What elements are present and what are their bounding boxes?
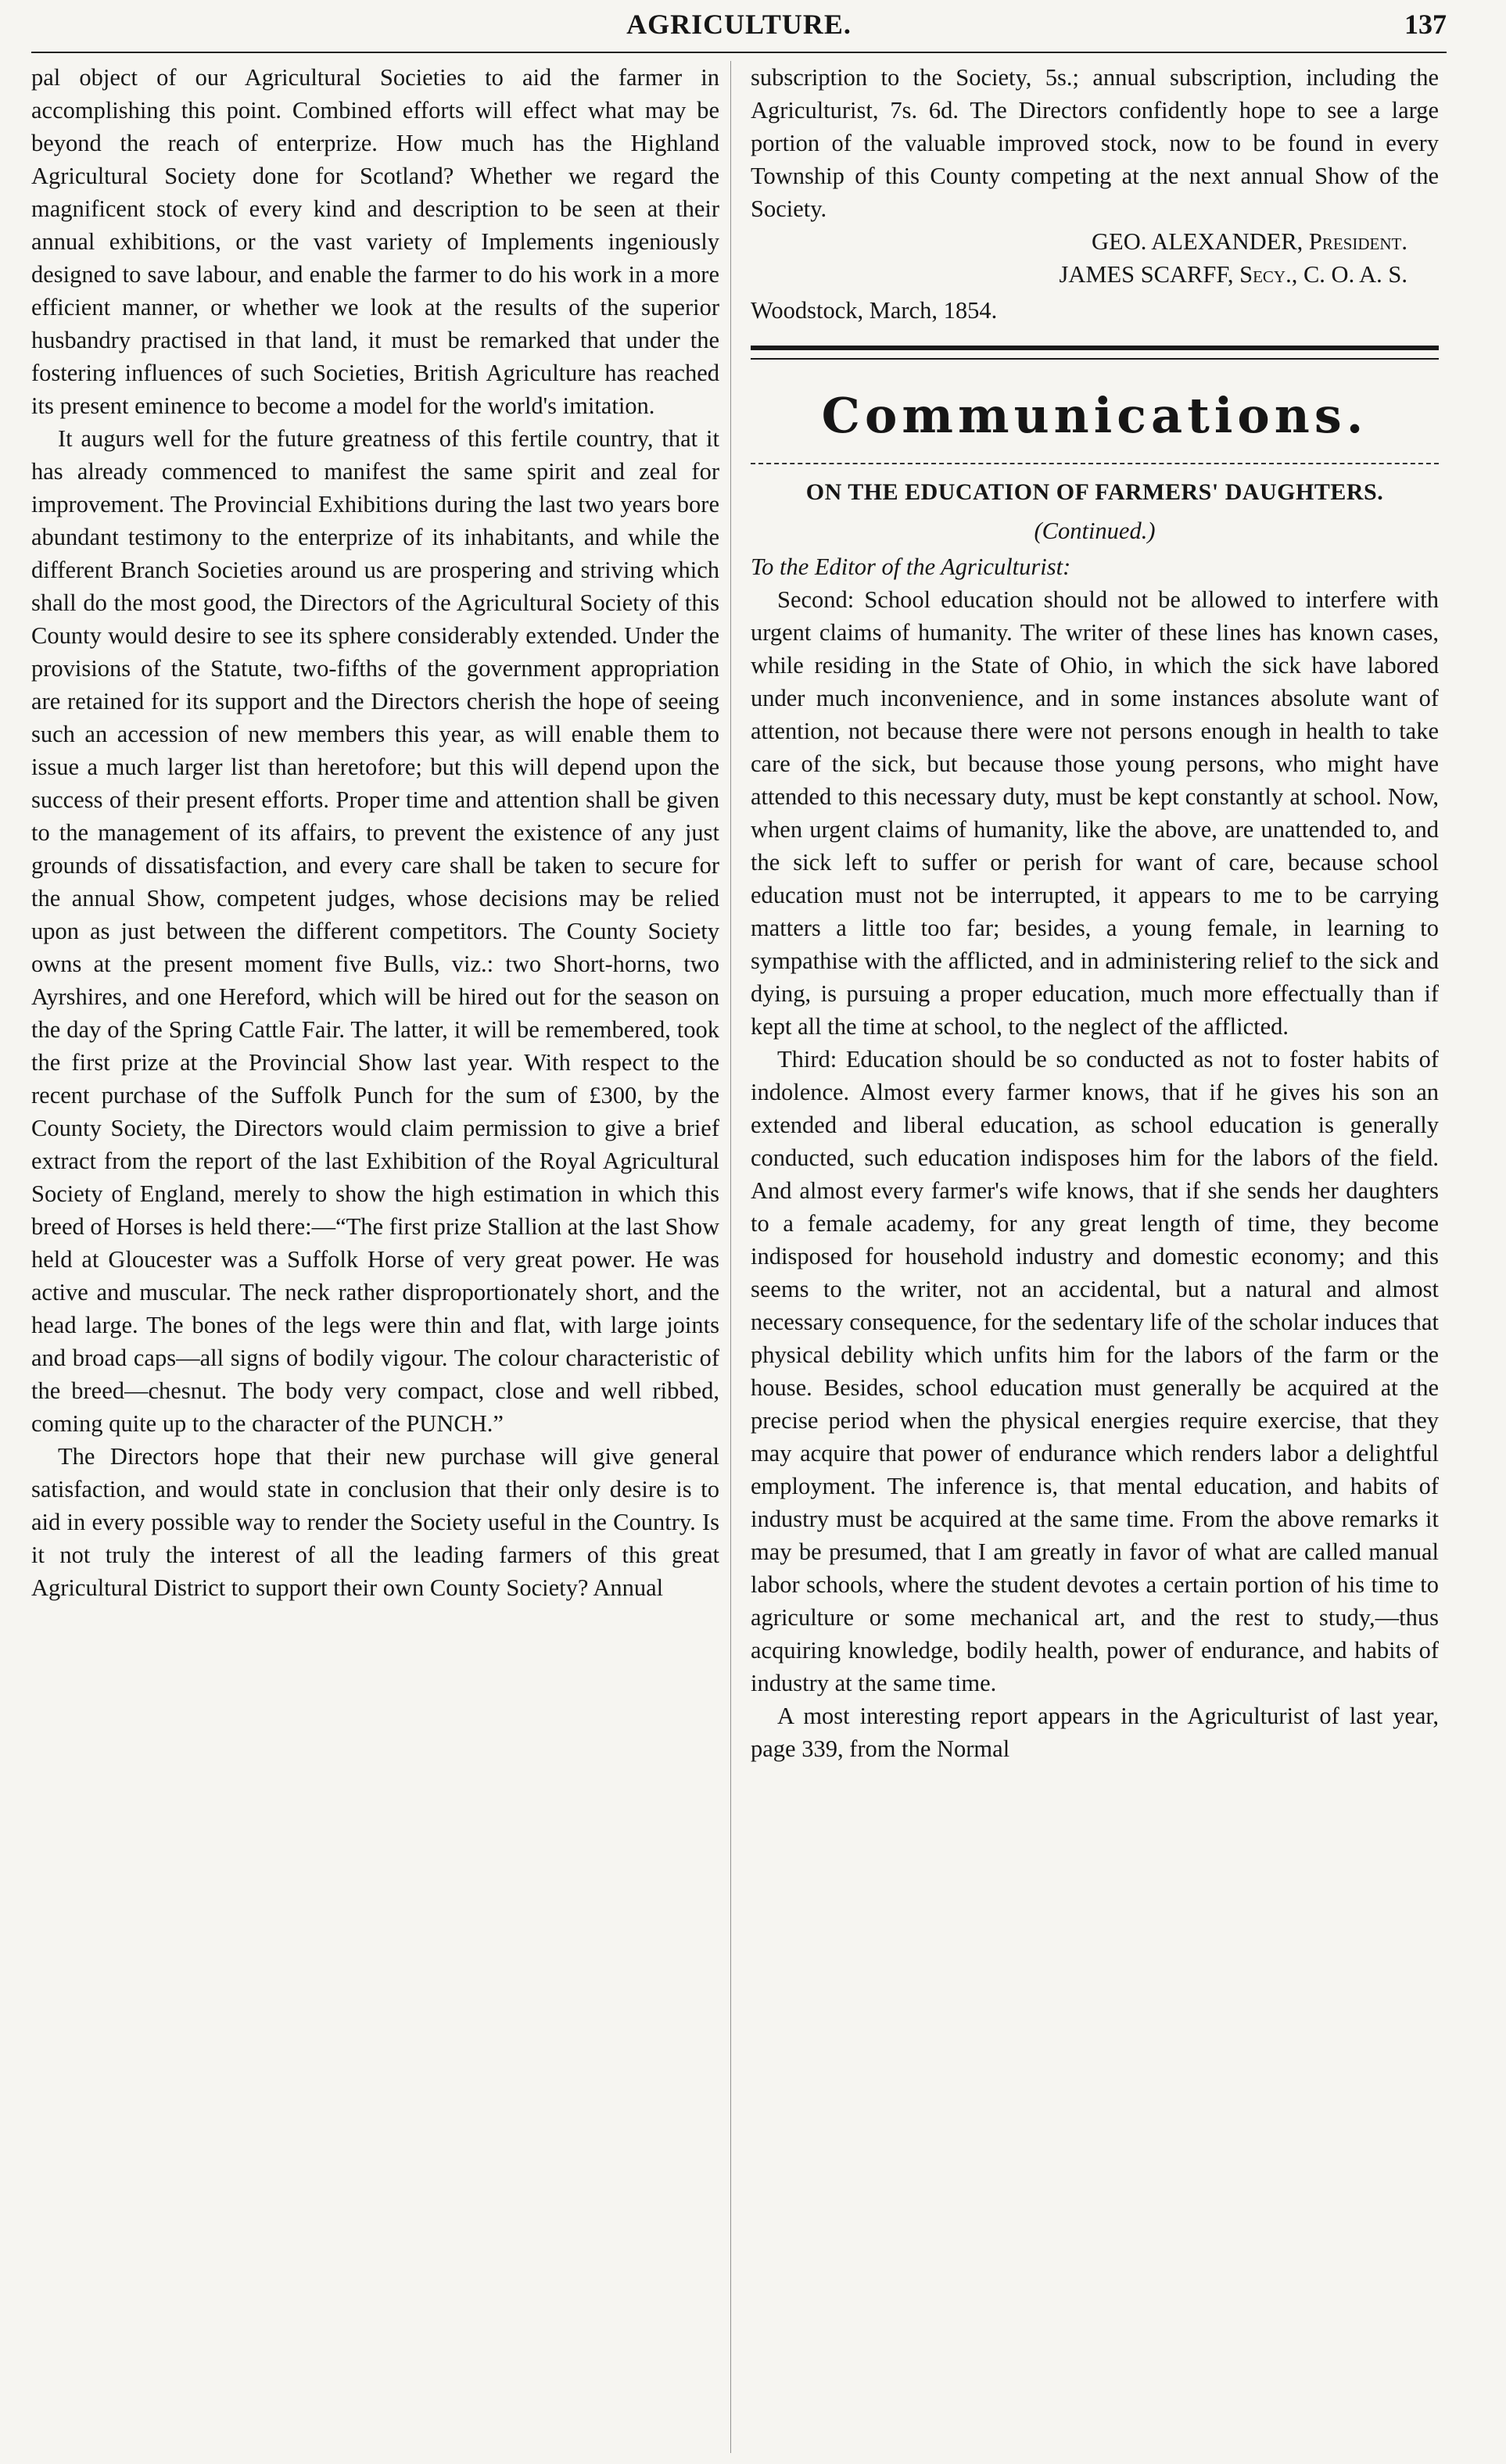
- right-paragraph-3: A most interesting report appears in the Agriculturist of last year, page 339, from the Normal: [751, 1703, 1439, 1762]
- left-column: [31, 61, 719, 2453]
- right-paragraph-2: Third: Education should be so conducted as not to foster habits of indolence. Almost every farmer knows, that if he gives his son an extended and liberal education, as school education is generally conducted, such education indisposes him for the labors of the field. And almost every farmer's wife knows, that if she sends her daughters to a female academy, for any great length of time, they become indisposed for household industry and domestic economy; and this seems to the writer, not an accidental, but a natural and almost necessary consequence, for the sedentary life of the scholar induces that physical debility which unfits him for the labors of the farm or the house. Besides, school education must generally be acquired at the precise period when the physical energies require exercise, that they may acquire that power of endurance which renders labor a delightful employment. The inference is, that mental education, and habits of industry must be acquired at the same time. From the above remarks it may be presumed, that I am greatly in favor of what are called manual labor schools, where the student devotes a certain portion of his time to agriculture or some mechanical art, and the rest to study,—thus acquiring knowledge, bodily health, power of endurance, and habits of industry at the same time.: [751, 1046, 1439, 1696]
- section-rule-dashed: [751, 463, 1439, 464]
- left-paragraph-3: The Directors hope that their new purchase will give general satisfaction, and would state in conclusion that their only desire is to aid in every possible way to render the Society useful in the Country. Is it not truly the interest of all the leading farmers of this great Agricultural District to support their own County Society? Annual: [31, 1443, 719, 1601]
- salutation: To the Editor of the Agriculturist:: [751, 553, 1071, 580]
- article-title: ON THE EDUCATION OF FARMERS' DAUGHTERS.: [805, 479, 1384, 505]
- column-divider: [730, 61, 731, 2453]
- header-rule: [31, 52, 1447, 53]
- running-head: AGRICULTURE.: [626, 9, 852, 40]
- left-paragraph-2: It augurs well for the future greatness of this fertile country, that it has already commenced to manifest the same spirit and zeal for improvement. The Provincial Exhibitions during the last two years bore abundant testimony to the enterprize of its inhabitants, and while the different Branch Societies around us are prospering and striving which shall do the most good, the Directors of the Agricultural Society of this County would desire to see its sphere considerably extended. Under the provisions of the Statute, two-fifths of the government appropriation are retained for its support and the Directors cherish the hope of seeing such an accession of new members this year, as will enable them to issue a much larger list than heretofore; but this will depend upon the success of their present efforts. Proper time and attention shall be given to the management of its affairs, to prevent the existence of any just grounds of dissatisfaction, and every care shall be taken to secure for the annual Show, competent judges, whose decisions may be relied upon as just between the different competitors. The County Society owns at the present moment five Bulls, viz.: two Short-horns, two Ayrshires, and one Hereford, which will be hired out for the season on the day of the Spring Cattle Fair. The latter, it will be remembered, took the first prize at the Provincial Show last year. With respect to the recent purchase of the Suffolk Punch for the sum of £300, by the County Society, the Directors would claim permission to give a brief extract from the report of the last Exhibition of the Royal Agricultural Society of England, merely to show the high estimation in which this breed of Horses is held there:—“The first prize Stallion at the last Show held at Gloucester was a Suffolk Horse of very great power. He was active and muscular. The neck rather disproportionately short, and the head large. The bones of the legs were thin and flat, with large joints and broad caps—all signs of bodily vigour. The colour characteristic of the breed—chesnut. The body very compact, close and well ribbed, coming quite up to the character of the PUNCH.”: [31, 425, 719, 1437]
- section-rule-thick: [751, 346, 1439, 350]
- continuation-paragraph: subscription to the Society, 5s.; annual subscription, including the Agriculturist, 7s. 6d. The Directors confidently hope to see a large portion of the valuable improved stock, now to be found in every Township of this County competing at the next annual Show of the Society.: [751, 64, 1439, 222]
- right-column: [751, 61, 1439, 2453]
- left-paragraph-1: pal object of our Agricultural Societies to aid the farmer in accomplishing this point. Combined efforts will effect what may be beyond the reach of enterprize. How much has the Highland Agricultural Society done for Scotland? Whether we regard the magnificent stock of every kind and description to be seen at their annual exhibitions, or the vast variety of Implements ingeniously designed to save labour, and enable the farmer to do his work in a more efficient manner, or whether we look at the results of the superior husbandry practised in that land, it must be remarked that under the fostering influences of such Societies, British Agriculture has reached its present eminence to become a model for the world's imitation.: [31, 64, 719, 419]
- page-header: [31, 8, 1447, 47]
- section-title: Communications.: [821, 387, 1368, 444]
- page-number: 137: [1404, 9, 1447, 40]
- signature-president: GEO. ALEXANDER, President.: [1092, 228, 1407, 255]
- right-paragraph-1: Second: School education should not be allowed to interfere with urgent claims of humanity. The writer of these lines has known cases, while residing in the State of Ohio, in which the sick have labored under much inconvenience, and in some instances absolute want of attention, not because there were not persons enough in health to take care of the sick, but because those young persons, who might have attended to this necessary duty, must be kept constantly at school. Now, when urgent claims of humanity, like the above, are unattended to, and the sick left to suffer or perish for want of care, because school education must not be interrupted, it appears to me to be carrying matters a little too far; besides, a young female, in learning to sympathise with the afflicted, and in administering relief to the sick and dying, is pursuing a proper education, much more effectually than if kept all the time at school, to the neglect of the afflicted.: [751, 586, 1439, 1040]
- section-rule-thin: [751, 358, 1439, 360]
- signature-secretary: JAMES SCARFF, Secy., C. O. A. S.: [1059, 261, 1407, 288]
- dateline: Woodstock, March, 1854.: [751, 297, 998, 324]
- continued-note: (Continued.): [1034, 518, 1156, 544]
